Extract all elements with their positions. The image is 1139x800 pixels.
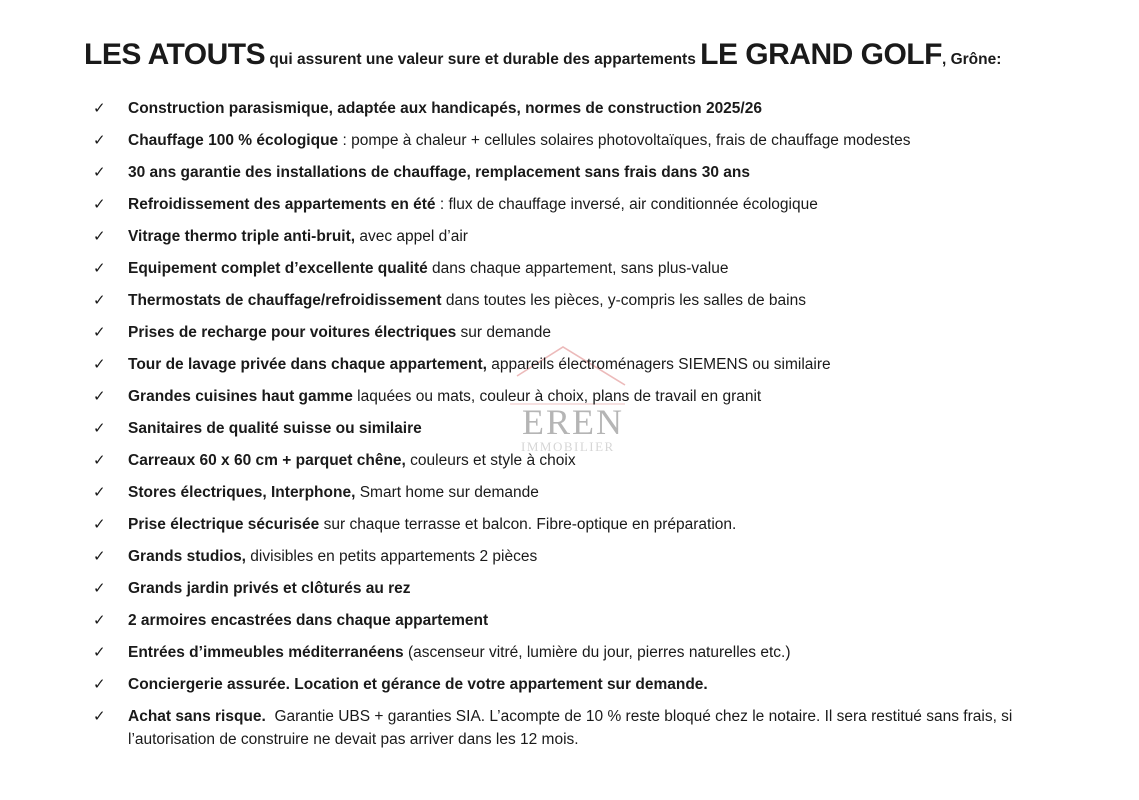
list-item [84, 162, 1099, 185]
watermark-subtitle: IMMOBILIER [521, 439, 615, 454]
list-item-text: Entrées d’immeubles méditerranéens (ascenseur vitré, lumière du jour, pierres naturelles etc.) [128, 644, 791, 661]
checkmark-icon: ✓ [93, 292, 106, 309]
list-item [84, 290, 1099, 313]
checkmark-icon: ✓ [93, 356, 106, 373]
list-item [84, 706, 1099, 751]
list-item-text: Achat sans risque. Garantie UBS + garanties SIA. L’acompte de 10 % reste bloqué chez le notaire. Il sera restitué sans frais, si l’autorisation de construire ne devait pas arriver dans les 12 mois. [128, 708, 1013, 748]
list-item-text: Conciergerie assurée. Location et gérance de votre appartement sur demande. [128, 676, 708, 693]
list-item [84, 258, 1099, 281]
list-item-text: Thermostats de chauffage/refroidissement dans toutes les pièces, y-compris les salles de bains [128, 292, 806, 309]
list-item [84, 418, 1099, 441]
checkmark-icon: ✓ [93, 612, 106, 629]
list-item-text: Chauffage 100 % écologique : pompe à chaleur + cellules solaires photovoltaïques, frais de chauffage modestes [128, 132, 911, 149]
checkmark-icon: ✓ [93, 228, 106, 245]
checkmark-icon: ✓ [93, 100, 106, 117]
list-item-text: Sanitaires de qualité suisse ou similaire [128, 420, 422, 437]
list-item-text: 2 armoires encastrées dans chaque appartement [128, 612, 489, 629]
checkmark-icon: ✓ [93, 388, 106, 405]
checkmark-icon: ✓ [93, 676, 106, 693]
list-item-text: Tour de lavage privée dans chaque appartement, appareils électroménagers SIEMENS ou similaire [128, 356, 831, 373]
checkmark-icon: ✓ [93, 708, 106, 725]
list-item-text: Carreaux 60 x 60 cm + parquet chêne, couleurs et style à choix [128, 452, 576, 469]
list-item-text: Prise électrique sécurisée sur chaque terrasse et balcon. Fibre-optique en préparation. [128, 516, 737, 533]
list-item [84, 322, 1099, 345]
checkmark-icon: ✓ [93, 164, 106, 181]
list-item [84, 482, 1099, 505]
page-title [84, 38, 1099, 72]
list-item-text: Equipement complet d’excellente qualité dans chaque appartement, sans plus-value [128, 260, 729, 277]
checkmark-icon: ✓ [93, 516, 106, 533]
checkmark-icon: ✓ [93, 324, 106, 341]
list-item [84, 642, 1099, 665]
list-item-text: Grands studios, divisibles en petits appartements 2 pièces [128, 548, 538, 565]
list-item-text: Grandes cuisines haut gamme laquées ou mats, couleur à choix, plans de travail en granit [128, 388, 762, 405]
title-le-grand-golf: LE GRAND GOLF [700, 38, 942, 71]
list-item-text: Grands jardin privés et clôturés au rez [128, 580, 411, 597]
list-item [84, 226, 1099, 249]
list-item-text: Refroidissement des appartements en été : flux de chauffage inversé, air conditionnée écologique [128, 196, 818, 213]
list-item [84, 450, 1099, 473]
list-item [84, 578, 1099, 601]
list-item-text: Vitrage thermo triple anti-bruit, avec appel d’air [128, 228, 468, 245]
list-item [84, 98, 1099, 121]
checkmark-icon: ✓ [93, 420, 106, 437]
list-item-text: Stores électriques, Interphone, Smart home sur demande [128, 484, 539, 501]
atouts-list [84, 98, 1099, 751]
checkmark-icon: ✓ [93, 452, 106, 469]
list-item [84, 514, 1099, 537]
title-location: , Grône: [941, 51, 1002, 68]
list-item [84, 386, 1099, 409]
title-subtitle: qui assurent une valeur sure et durable des appartements [265, 51, 701, 68]
list-item [84, 354, 1099, 377]
checkmark-icon: ✓ [93, 580, 106, 597]
title-les-atouts: LES ATOUTS [84, 38, 266, 71]
list-item [84, 130, 1099, 153]
list-item [84, 674, 1099, 697]
checkmark-icon: ✓ [93, 644, 106, 661]
checkmark-icon: ✓ [93, 132, 106, 149]
checkmark-icon: ✓ [93, 196, 106, 213]
checkmark-icon: ✓ [93, 260, 106, 277]
list-item-text: 30 ans garantie des installations de chauffage, remplacement sans frais dans 30 ans [128, 164, 750, 181]
list-item [84, 610, 1099, 633]
checkmark-icon: ✓ [93, 484, 106, 501]
list-item [84, 546, 1099, 569]
watermark-name: EREN [522, 402, 624, 442]
list-item-text: Construction parasismique, adaptée aux handicapés, normes de construction 2025/26 [128, 100, 762, 117]
checkmark-icon: ✓ [93, 548, 106, 565]
list-item-text: Prises de recharge pour voitures électriques sur demande [128, 324, 551, 341]
list-item [84, 194, 1099, 217]
